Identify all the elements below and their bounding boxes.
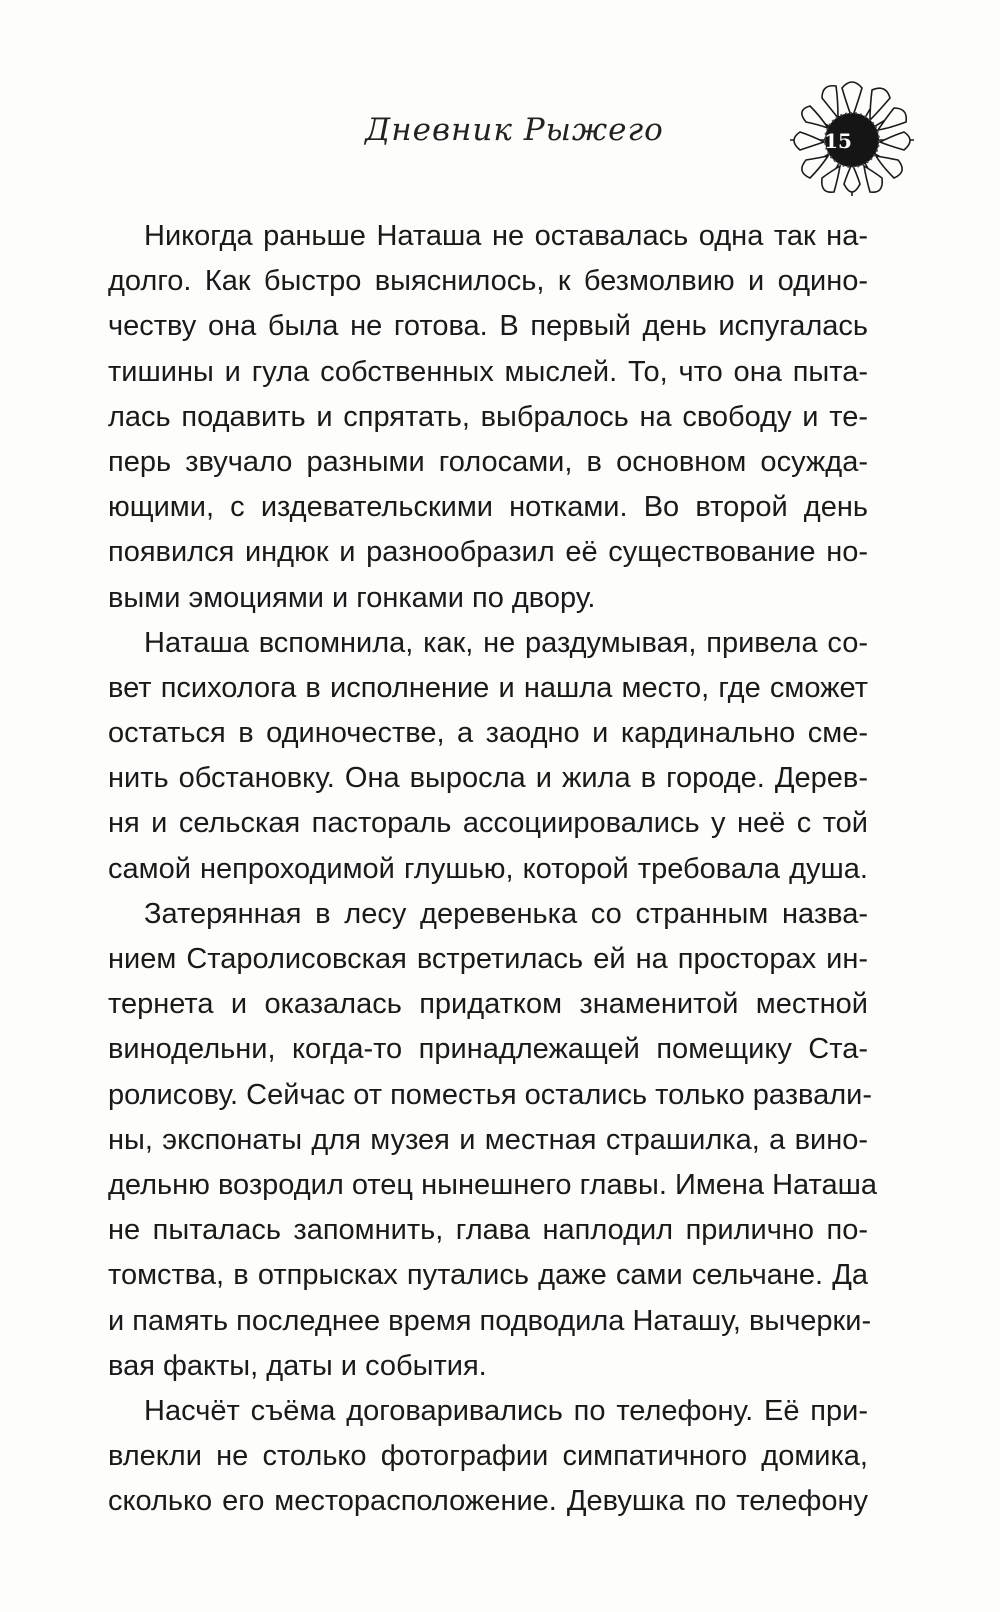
- text-line: вет психолога в исполнение и нашла место, где сможет: [108, 671, 868, 704]
- text-line: вая факты, даты и события.: [108, 1349, 487, 1382]
- text-line: честву она была не готова. В первый день испугалась: [108, 310, 868, 343]
- text-line: тишины и гула собственных мыслей. То, что она пыта-: [108, 355, 868, 388]
- text-line: Насчёт съёма договаривались по телефону. Её при-: [144, 1394, 868, 1427]
- body-text: [108, 214, 877, 1524]
- text-line: ющими, с издевательскими нотками. Во второй день: [108, 491, 868, 524]
- text-line: не пыталась запомнить, глава наплодил прилично по-: [108, 1214, 868, 1247]
- text-line: самой непроходимой глушью, которой требовала душа.: [108, 852, 868, 885]
- text-line: Никогда раньше Наташа не оставалась одна так на-: [144, 220, 868, 252]
- running-title: Дневник Рыжего: [365, 112, 664, 148]
- text-line: появился индюк и разнообразил её существование но-: [108, 536, 868, 569]
- text-line: нием Старолисовская встретилась ей на просторах ин-: [108, 943, 868, 975]
- text-line: ны, экспонаты для музея и местная страшилка, а вино-: [108, 1123, 868, 1156]
- text-line: Наташа вспомнила, как, не раздумывая, привела со-: [144, 626, 868, 659]
- text-line: тернета и оказалась придатком знаменитой местной: [108, 988, 868, 1021]
- page-number: 15: [824, 129, 852, 153]
- text-line: остаться в одиночестве, а заодно и кардинально сме-: [108, 717, 868, 750]
- text-line: и память последнее время подводила Наташу, вычерки-: [108, 1304, 872, 1337]
- text-line: сколько его месторасположение. Девушка по телефону: [108, 1485, 868, 1518]
- text-line: нить обстановку. Она выросла и жила в городе. Дерев-: [108, 762, 868, 795]
- text-line: томства, в отпрысках путались даже сами сельчане. Да: [108, 1259, 868, 1292]
- text-line: выми эмоциями и гонками по двору.: [108, 581, 596, 614]
- text-line: ня и сельская пастораль ассоциировались у неё с той: [108, 807, 868, 840]
- text-line: перь звучало разными голосами, в основном осуждa-: [108, 445, 868, 478]
- text-line: влекли не столько фотографии симпатичного домика,: [108, 1440, 868, 1473]
- text-line: винодельни, когда-то принадлежащей помещику Ста-: [108, 1033, 868, 1066]
- text-line: Затерянная в лесу деревенька со странным назва-: [144, 897, 868, 930]
- text-line: долго. Как быстро выяснилось, к безмолвию и одино-: [108, 265, 868, 298]
- text-line: ролисову. Сейчас от поместья остались только развали-: [108, 1078, 873, 1111]
- text-line: дельню возродил отец нынешнего главы. Имена Наташа: [108, 1168, 877, 1201]
- text-line: лась подавить и спрятать, выбралось на свободу и те-: [108, 400, 868, 433]
